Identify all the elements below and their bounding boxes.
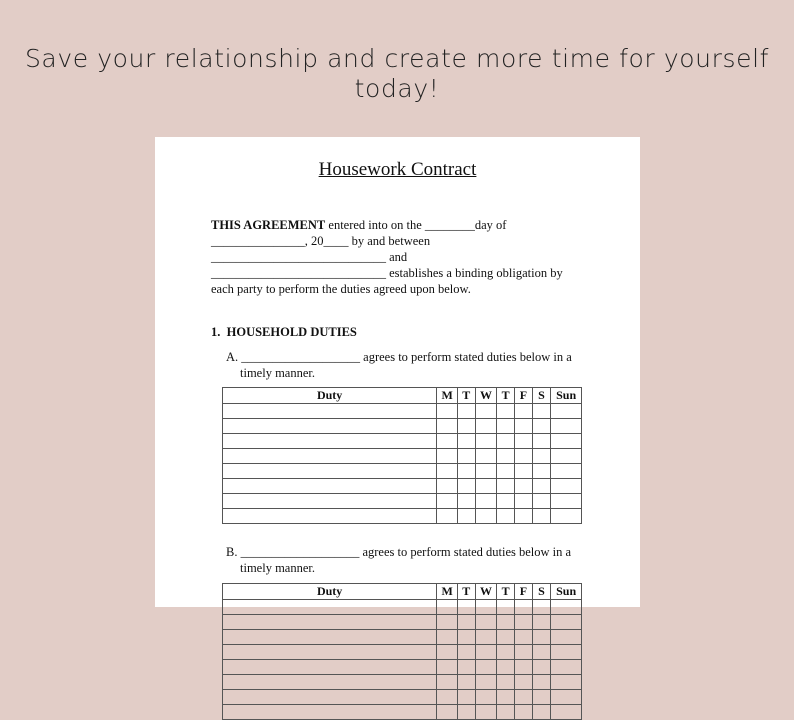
- table-cell: [437, 600, 458, 615]
- table-cell: [532, 464, 551, 479]
- agreement-line: _______________, 20____ by and between: [211, 234, 431, 248]
- table-cell: [475, 494, 497, 509]
- table-row: [223, 464, 582, 479]
- table-row: [223, 600, 582, 615]
- table-cell: [497, 479, 515, 494]
- table-cell: [223, 645, 437, 660]
- table-cell: [437, 630, 458, 645]
- table-cell: [437, 675, 458, 690]
- table-cell: [532, 600, 551, 615]
- table-cell: [223, 509, 437, 524]
- table-cell: [457, 434, 475, 449]
- column-header: M: [437, 584, 458, 600]
- table-cell: [457, 675, 475, 690]
- table-cell: [515, 705, 533, 720]
- duty-table-a: [222, 387, 582, 524]
- table-cell: [475, 615, 497, 630]
- document-title: Housework Contract: [318, 159, 477, 180]
- table-cell: [515, 419, 533, 434]
- table-cell: [515, 464, 533, 479]
- agreement-line: each party to perform the duties agreed upon below.: [211, 282, 471, 296]
- table-cell: [223, 419, 437, 434]
- table-cell: [515, 690, 533, 705]
- table-cell: [497, 690, 515, 705]
- table-cell: [457, 660, 475, 675]
- agreement-lead: THIS AGREEMENT: [211, 218, 326, 232]
- table-cell: [551, 705, 582, 720]
- table-cell: [551, 464, 582, 479]
- table-cell: [437, 449, 458, 464]
- table-cell: [475, 690, 497, 705]
- table-cell: [475, 645, 497, 660]
- table-cell: [457, 690, 475, 705]
- table-cell: [532, 434, 551, 449]
- table-cell: [475, 404, 497, 419]
- table-cell: [437, 509, 458, 524]
- column-header: Duty: [223, 584, 437, 600]
- table-cell: [532, 660, 551, 675]
- table-cell: [223, 434, 437, 449]
- table-cell: [551, 404, 582, 419]
- agreement-line: ____________________________ establishes a binding obligation by: [211, 266, 563, 280]
- table-cell: [437, 494, 458, 509]
- table-cell: [457, 630, 475, 645]
- table-cell: [437, 660, 458, 675]
- table-cell: [497, 705, 515, 720]
- column-header: T: [497, 584, 515, 600]
- table-cell: [223, 464, 437, 479]
- table-cell: [551, 690, 582, 705]
- column-header: M: [437, 388, 458, 404]
- table-row: [223, 404, 582, 419]
- table-cell: [515, 509, 533, 524]
- section-heading: 1. HOUSEHOLD DUTIES: [211, 325, 357, 339]
- table-row: [223, 630, 582, 645]
- duty-table-b: [222, 583, 582, 720]
- table-cell: [515, 630, 533, 645]
- table-cell: [437, 464, 458, 479]
- table-cell: [437, 645, 458, 660]
- table-cell: [457, 600, 475, 615]
- column-header: S: [532, 388, 551, 404]
- party-b-line: B. ___________________ agrees to perform stated duties below in a: [226, 545, 572, 559]
- table-cell: [475, 419, 497, 434]
- agreement-line: ____________________________ and: [211, 250, 408, 264]
- table-cell: [437, 690, 458, 705]
- table-cell: [532, 479, 551, 494]
- table-cell: [223, 615, 437, 630]
- table-cell: [515, 660, 533, 675]
- table-row: [223, 419, 582, 434]
- table-header-row: [223, 584, 582, 600]
- table-row: [223, 615, 582, 630]
- table-cell: [457, 615, 475, 630]
- table-row: [223, 675, 582, 690]
- table-cell: [515, 645, 533, 660]
- table-cell: [223, 630, 437, 645]
- table-cell: [497, 509, 515, 524]
- table-cell: [532, 645, 551, 660]
- table-cell: [475, 449, 497, 464]
- table-cell: [437, 434, 458, 449]
- column-header: Duty: [223, 388, 437, 404]
- table-cell: [223, 690, 437, 705]
- table-cell: [515, 600, 533, 615]
- column-header: S: [532, 584, 551, 600]
- table-cell: [223, 479, 437, 494]
- table-cell: [223, 705, 437, 720]
- table-cell: [497, 615, 515, 630]
- table-cell: [475, 434, 497, 449]
- table-cell: [515, 479, 533, 494]
- table-cell: [551, 494, 582, 509]
- table-row: [223, 449, 582, 464]
- table-cell: [532, 494, 551, 509]
- table-cell: [551, 600, 582, 615]
- column-header: Sun: [551, 388, 582, 404]
- table-row: [223, 509, 582, 524]
- table-cell: [497, 449, 515, 464]
- contract-document: [155, 137, 640, 607]
- table-cell: [457, 479, 475, 494]
- table-cell: [532, 705, 551, 720]
- table-cell: [497, 434, 515, 449]
- table-cell: [551, 615, 582, 630]
- table-cell: [497, 464, 515, 479]
- agreement-paragraph: [211, 217, 506, 233]
- table-cell: [223, 449, 437, 464]
- table-cell: [551, 449, 582, 464]
- column-header: Sun: [551, 584, 582, 600]
- table-cell: [437, 479, 458, 494]
- table-cell: [497, 600, 515, 615]
- table-cell: [532, 690, 551, 705]
- table-cell: [437, 419, 458, 434]
- table-cell: [532, 509, 551, 524]
- table-cell: [475, 600, 497, 615]
- table-cell: [457, 509, 475, 524]
- table-cell: [223, 660, 437, 675]
- column-header: T: [457, 584, 475, 600]
- table-cell: [497, 645, 515, 660]
- headline: Save your relationship and create more time for yourself today!: [24, 44, 770, 103]
- table-cell: [437, 404, 458, 419]
- table-cell: [497, 419, 515, 434]
- table-cell: [532, 404, 551, 419]
- column-header: W: [475, 388, 497, 404]
- table-cell: [475, 464, 497, 479]
- table-row: [223, 645, 582, 660]
- table-cell: [532, 630, 551, 645]
- table-cell: [457, 404, 475, 419]
- column-header: F: [515, 584, 533, 600]
- table-cell: [223, 404, 437, 419]
- table-cell: [475, 660, 497, 675]
- column-header: F: [515, 388, 533, 404]
- table-cell: [515, 449, 533, 464]
- table-cell: [497, 494, 515, 509]
- table-row: [223, 690, 582, 705]
- table-cell: [551, 660, 582, 675]
- table-row: [223, 660, 582, 675]
- table-cell: [515, 494, 533, 509]
- table-cell: [457, 419, 475, 434]
- table-cell: [515, 434, 533, 449]
- table-cell: [457, 494, 475, 509]
- table-row: [223, 494, 582, 509]
- table-cell: [551, 479, 582, 494]
- table-cell: [515, 675, 533, 690]
- table-cell: [551, 509, 582, 524]
- table-cell: [551, 419, 582, 434]
- table-cell: [551, 630, 582, 645]
- table-cell: [551, 434, 582, 449]
- table-cell: [551, 645, 582, 660]
- table-cell: [475, 479, 497, 494]
- agreement-line: entered into on the ________day of: [325, 218, 507, 232]
- table-cell: [223, 600, 437, 615]
- table-cell: [532, 675, 551, 690]
- table-cell: [475, 705, 497, 720]
- table-cell: [497, 675, 515, 690]
- party-a-line: A. ___________________ agrees to perform stated duties below in a: [226, 350, 572, 364]
- column-header: W: [475, 584, 497, 600]
- table-row: [223, 479, 582, 494]
- table-cell: [515, 615, 533, 630]
- table-cell: [532, 419, 551, 434]
- table-cell: [551, 675, 582, 690]
- table-cell: [532, 615, 551, 630]
- party-b-line: timely manner.: [240, 561, 315, 575]
- column-header: T: [457, 388, 475, 404]
- table-row: [223, 434, 582, 449]
- table-cell: [457, 449, 475, 464]
- table-cell: [437, 615, 458, 630]
- table-cell: [437, 705, 458, 720]
- table-cell: [475, 509, 497, 524]
- table-header-row: [223, 388, 582, 404]
- party-a-line: timely manner.: [240, 366, 315, 380]
- table-cell: [497, 404, 515, 419]
- table-cell: [475, 675, 497, 690]
- table-cell: [497, 630, 515, 645]
- table-cell: [532, 449, 551, 464]
- table-cell: [475, 630, 497, 645]
- table-cell: [457, 464, 475, 479]
- table-cell: [497, 660, 515, 675]
- table-cell: [515, 404, 533, 419]
- table-cell: [223, 494, 437, 509]
- table-cell: [457, 645, 475, 660]
- table-cell: [223, 675, 437, 690]
- table-row: [223, 705, 582, 720]
- column-header: T: [497, 388, 515, 404]
- table-cell: [457, 705, 475, 720]
